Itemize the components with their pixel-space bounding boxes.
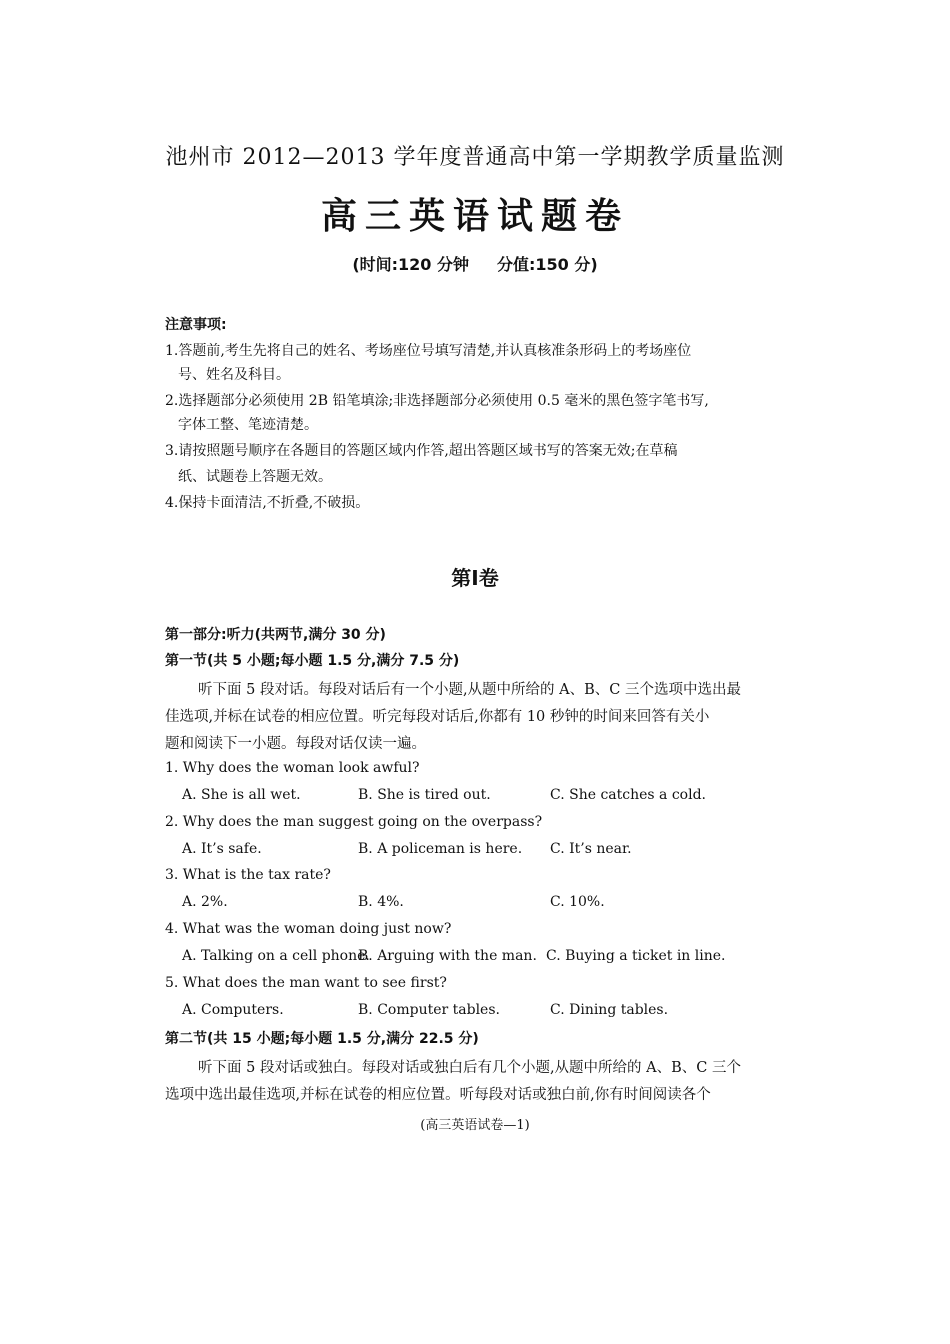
notice-heading: 注意事项: [165, 317, 227, 333]
exam-time: (时间:120 分钟 [352, 255, 469, 274]
part1-heading: 第一部分:听力(共两节,满分 30 分) [165, 627, 386, 643]
question-2: 2. Why does the man suggest going on the overpass? [165, 814, 543, 830]
notice-item-cont: 纸、试题卷上答题无效。 [178, 469, 332, 485]
option-a: A. It’s safe. [182, 841, 262, 857]
option-a: A. Talking on a cell phone. [182, 948, 370, 964]
option-a: A. Computers. [182, 1002, 284, 1018]
question-1: 1. Why does the woman look awful? [165, 760, 420, 776]
notice-item: 4.保持卡面清洁,不折叠,不破损。 [165, 495, 370, 511]
option-c: C. Dining tables. [550, 1002, 669, 1018]
option-a: A. She is all wet. [182, 787, 301, 803]
section2-instructions: 选项中选出最佳选项,并标在试卷的相应位置。听每段对话或独白前,你有时间阅读各个 [165, 1087, 711, 1103]
notice-item-cont: 字体工整、笔迹清楚。 [178, 417, 318, 433]
section1-instructions: 题和阅读下一小题。每段对话仅读一遍。 [165, 736, 426, 752]
volume-heading: 第Ⅰ卷 [451, 566, 499, 590]
option-b: B. Arguing with the man. [358, 948, 537, 964]
notice-item: 1.答题前,考生先将自己的姓名、考场座位号填写清楚,并认真核准条形码上的考场座位 [165, 343, 692, 359]
option-b: B. She is tired out. [358, 787, 491, 803]
option-c: C. She catches a cold. [550, 787, 707, 803]
question-5: 5. What does the man want to see first? [165, 975, 447, 991]
option-c: C. 10%. [550, 894, 605, 910]
section1-instructions: 听下面 5 段对话。每段对话后有一个小题,从题中所给的 A、B、C 三个选项中选出最 [198, 682, 741, 698]
option-c: C. Buying a ticket in line. [546, 948, 726, 964]
section1-heading: 第一节(共 5 小题;每小题 1.5 分,满分 7.5 分) [165, 653, 460, 669]
page-footer: (高三英语试卷—1) [420, 1118, 530, 1133]
notice-item: 3.请按照题号顺序在各题目的答题区域内作答,超出答题区域书写的答案无效;在草稿 [165, 443, 678, 459]
section1-instructions: 佳选项,并标在试卷的相应位置。听完每段对话后,你都有 10 秒钟的时间来回答有关小 [165, 709, 710, 725]
notice-item-cont: 号、姓名及科目。 [178, 367, 290, 383]
option-c: C. It’s near. [550, 841, 632, 857]
section2-instructions: 听下面 5 段对话或独白。每段对话或独白后有几个小题,从题中所给的 A、B、C 三个 [198, 1060, 741, 1076]
exam-subtitle: 池州市 2012—2013 学年度普通高中第一学期教学质量监测 [165, 145, 785, 170]
exam-time-score [0, 252, 950, 275]
section2-heading: 第二节(共 15 小题;每小题 1.5 分,满分 22.5 分) [165, 1031, 479, 1047]
option-b: B. A policeman is here. [358, 841, 523, 857]
notice-item: 2.选择题部分必须使用 2B 铅笔填涂;非选择题部分必须使用 0.5 毫米的黑色签字笔书写, [165, 393, 709, 409]
exam-title: 高三英语试题卷 [320, 196, 629, 237]
question-4: 4. What was the woman doing just now? [165, 921, 452, 937]
option-b: B. Computer tables. [358, 1002, 500, 1018]
question-3: 3. What is the tax rate? [165, 867, 331, 883]
option-b: B. 4%. [358, 894, 404, 910]
option-a: A. 2%. [182, 894, 228, 910]
exam-score: 分值:150 分) [497, 255, 598, 274]
